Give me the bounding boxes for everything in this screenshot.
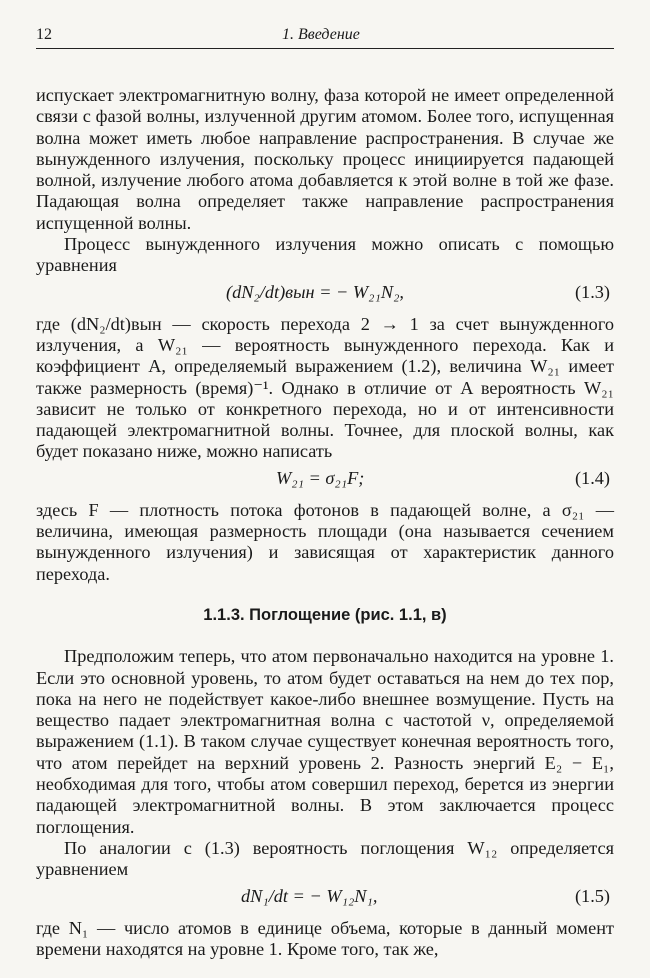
equation-formula: W₂₁ = σ₂₁F;	[276, 467, 365, 488]
paragraph: Предположим теперь, что атом первоначально находится на уровне 1. Если это основной уровень, то атом будет оставаться на нем до тех пор, пока на него не подействует какое-либо внешнее возмущение. Пусть на вещество падает электромагнитная волна с частотой ν, определяемой выражением (1.1). В таком случае существует конечная вероятность того, что атом перейдет на верхний уровень 2. Разность энергий E₂ − E₁, необходимая для того, чтобы атом совершил переход, берется из энергии падающей электромагнитной волны. В этом заключается процесс поглощения.	[36, 646, 614, 837]
equation-1-4	[36, 468, 614, 490]
paragraph: где (dN₂/dt)вын — скорость перехода 2 → 1 за счет вынужденного излучения, а W₂₁ — вероятность вынужденного перехода. Как и коэффициент A, определяемый выражением (1.2), величина W₂₁ имеет также размерность (время)⁻¹. Однако в отличие от A вероятность W₂₁ зависит не только от конкретного перехода, но и от интенсивности падающей электромагнитной волны. Точнее, для плоской волны, как будет показано ниже, можно написать	[36, 313, 614, 462]
equation-formula: dN₁/dt = − W₁₂N₁,	[241, 885, 378, 906]
running-head: 1. Введение	[282, 26, 360, 43]
book-page	[36, 26, 614, 960]
paragraph: Процесс вынужденного излучения можно описать с помощью уравнения	[36, 234, 614, 276]
section-heading: 1.1.3. Поглощение (рис. 1.1, в)	[203, 605, 447, 624]
equation-1-3	[36, 282, 614, 304]
equation-number: (1.4)	[574, 467, 610, 488]
paragraph: испускает электромагнитную волну, фаза которой не имеет определенной связи с фазой волны, излученной другим атомом. Более того, испущенная волна может иметь любое направление распространения. В случае же вынужденного излучения, поскольку процесс инициируется падающей волной, излучение любого атома добавляется к этой волне в той же фазе. Падающая волна определяет также направление распространения испущенной волны.	[36, 85, 614, 233]
paragraph: где N₁ — число атомов в единице объема, которые в данный момент времени находятся на уровне 1. Кроме того, так же,	[36, 917, 614, 959]
paragraph: По аналогии с (1.3) вероятность поглощения W₁₂ определяется уравнением	[36, 837, 614, 880]
equation-number: (1.5)	[574, 885, 610, 906]
equation-number: (1.3)	[574, 281, 610, 302]
paragraph: здесь F — плотность потока фотонов в падающей волне, а σ₂₁ — величина, имеющая размерность площади (она называется сечением вынужденного излучения) и зависящая от характеристик данного перехода.	[36, 499, 614, 584]
page-number: 12	[36, 26, 52, 43]
page-body	[36, 85, 614, 960]
equation-formula: (dN₂/dt)вын = − W₂₁N₂,	[226, 281, 404, 302]
page-header	[36, 26, 614, 49]
equation-1-5	[36, 886, 614, 908]
